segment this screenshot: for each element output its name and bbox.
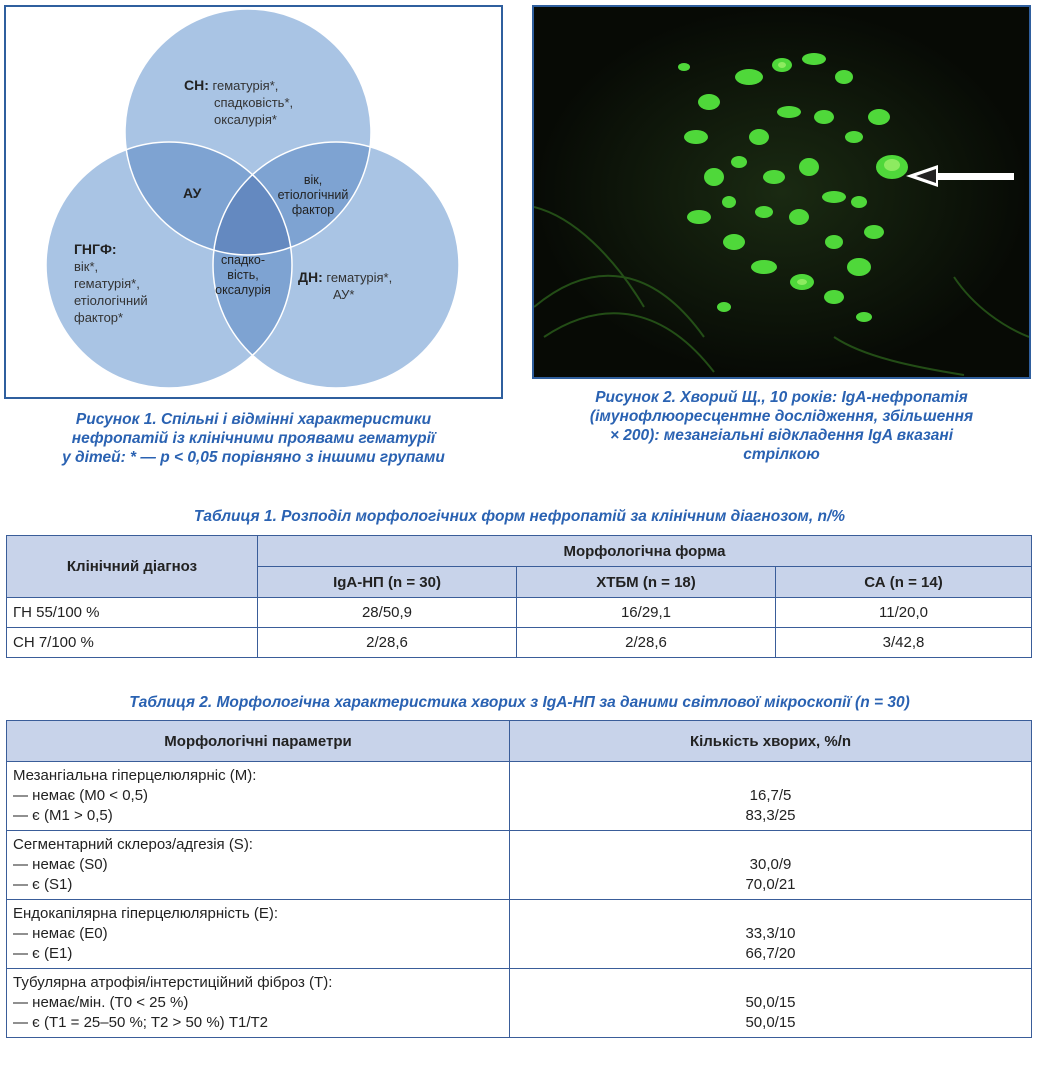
- table1-cell: 11/20,0: [776, 598, 1032, 628]
- table-row: [7, 762, 1032, 831]
- table1-cell: 2/28,6: [517, 628, 776, 658]
- table2-value: 30,0/9 70,0/21: [510, 831, 1032, 900]
- table2: [6, 720, 1032, 1038]
- table1-cell: 2/28,6: [258, 628, 517, 658]
- table1-col-header: ХТБМ (n = 18): [517, 567, 776, 598]
- table1: [6, 535, 1032, 658]
- venn-label-ch: СН: гематурія*, спадковість*, оксалурія*: [184, 77, 294, 127]
- venn-svg: [6, 7, 501, 397]
- table2-value: 33,3/10 66,7/20: [510, 900, 1032, 969]
- table1-col-header: СА (n = 14): [776, 567, 1032, 598]
- figure1-caption: Рисунок 1. Спільні і відмінні характеристики нефропатій із клінічними проявами гематурії у дітей: * — р < 0,05 порівняно з іншими групами: [62, 411, 445, 466]
- table2-param: Мезангіальна гіперцелюлярніс (M): — немає (M0 < 0,5) — є (M1 > 0,5): [7, 762, 510, 831]
- table-row: [7, 598, 1032, 628]
- micrograph-image: [534, 7, 1029, 377]
- table2-header-param: Морфологічні параметри: [7, 721, 510, 762]
- venn-label-center: спадко- вість, оксалурія: [215, 253, 271, 297]
- table2-param: Тубулярна атрофія/інтерстиційний фіброз (T): — немає/мін. (T0 < 25 %) — є (T1 = 25–50 %; T2 > 50 %) T1/T2: [7, 969, 510, 1038]
- figure2-caption: Рисунок 2. Хворий Щ., 10 років: IgA-нефропатія (імунофлюоресцентне дослідження, збільшення × 200): мезангіальні відкладення IgA вказані стрілкою: [589, 389, 974, 463]
- table2-value: 50,0/15 50,0/15: [510, 969, 1032, 1038]
- table1-diagnosis: СН 7/100 %: [7, 628, 258, 658]
- table1-header-diagnosis: Клінічний діагноз: [7, 536, 258, 598]
- table1-cell: 3/42,8: [776, 628, 1032, 658]
- table-row: [7, 969, 1032, 1038]
- table1-diagnosis: ГН 55/100 %: [7, 598, 258, 628]
- table2-value: 16,7/5 83,3/25: [510, 762, 1032, 831]
- table1-col-header: IgA-НП (n = 30): [258, 567, 517, 598]
- venn-label-gngf: ГНГФ: вік*, гематурія*, етіологічний фактор*: [74, 241, 148, 325]
- venn-label-dn: ДН: гематурія*, АУ*: [298, 269, 393, 302]
- table1-cell: 16/29,1: [517, 598, 776, 628]
- table2-header-count: Кількість хворих, %/n: [510, 721, 1032, 762]
- table-row: [7, 831, 1032, 900]
- figure1-venn-diagram: [4, 5, 503, 399]
- venn-label-vik: вік, етіологічний фактор: [277, 173, 349, 217]
- table1-cell: 28/50,9: [258, 598, 517, 628]
- table1-title: Таблиця 1. Розподіл морфологічних форм нефропатій за клінічним діагнозом, n/%: [193, 508, 846, 525]
- table2-title: Таблиця 2. Морфологічна характеристика хворих з IgA-НП за даними світлової мікроскопії (n = 30): [129, 694, 910, 711]
- table1-header-form: Морфологічна форма: [258, 536, 1032, 567]
- table-row: [7, 900, 1032, 969]
- table2-param: Ендокапілярна гіперцелюлярність (E): — немає (E0) — є (E1): [7, 900, 510, 969]
- figure2-micrograph: [532, 5, 1031, 379]
- venn-label-au: АУ: [183, 185, 202, 201]
- table-row: [7, 628, 1032, 658]
- table2-param: Сегментарний склероз/адгезія (S): — немає (S0) — є (S1): [7, 831, 510, 900]
